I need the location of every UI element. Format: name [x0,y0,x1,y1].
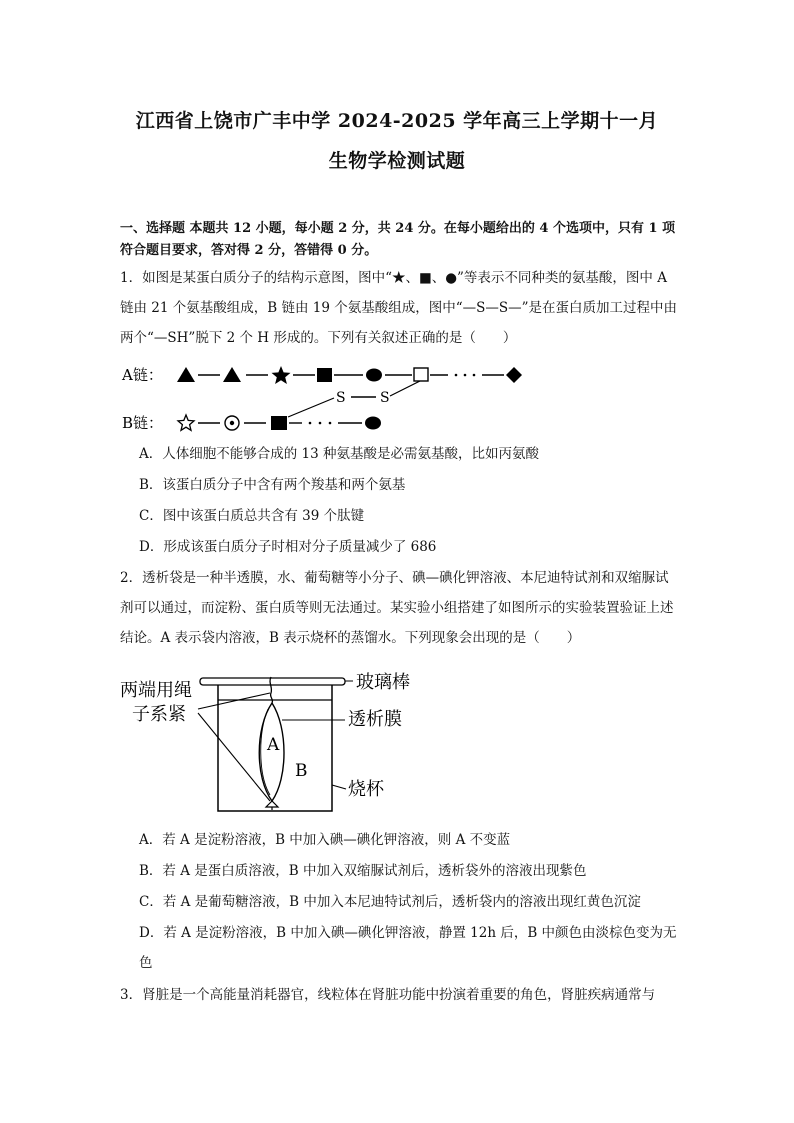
square-icon [317,368,332,382]
sulfur-label-2: S [380,390,390,406]
q2-option-c: C．若 A 是葡萄糖溶液，B 中加入本尼迪特试剂后，透析袋内的溶液出现红黄色沉淀 [139,894,641,910]
glass-rod [200,678,345,685]
exam-title-line1: 江西省上饶市广丰中学 2024-2025 学年高三上学期十一月 [135,110,659,132]
q2-option-a: A．若 A 是淀粉溶液，B 中加入碘—碘化钾溶液，则 A 不变蓝 [139,832,511,848]
q1-option-c: C．图中该蛋白质总共含有 39 个肽键 [139,508,365,524]
protein-structure-diagram [120,360,540,436]
diamond-icon [506,367,522,383]
question-1-stem: 1．如图是某蛋白质分子的结构示意图，图中“★、■、●”等表示不同种类的氨基酸，图中 A 链由 21 个氨基酸组成，B 链由 19 个氨基酸组成，图中“—S—S—”是在蛋白质加工过程中由两个“—SH”脱下 2 个 H 形成的。下列有关叙述正确的是（ ） [120,270,678,346]
hollow-square-icon [414,368,428,381]
beaker-label: 烧杯 [348,779,384,800]
hollow-star-icon [178,415,194,430]
square-icon [271,416,287,430]
dialysis-bag-apparatus [110,663,440,818]
chain-a-label: A链： [122,366,163,384]
water-b-label: B [295,761,308,781]
membrane-label: 透析膜 [348,709,402,730]
q1-option-d: D．形成该蛋白质分子时相对分子质量减少了 686 [139,539,437,555]
solution-a-label: A [267,735,280,755]
exam-title-line2: 生物学检测试题 [328,150,466,172]
circle-icon [365,417,381,430]
triangle-icon [223,367,241,382]
circle-icon [366,369,382,382]
glass-rod-label: 玻璃棒 [356,672,410,693]
q2-option-b: B．若 A 是蛋白质溶液，B 中加入双缩脲试剂后，透析袋外的溶液出现紫色 [139,863,587,879]
star-icon [272,366,291,384]
tie-label-line2: 子系紧 [132,704,186,725]
q2-option-d: D．若 A 是淀粉溶液，B 中加入碘—碘化钾溶液，静置 12h 后，B 中颜色由淡棕色变为无色 [139,925,677,971]
tie-label-line1: 两端用绳 [120,680,192,701]
sulfur-label-1: S [336,390,346,406]
question-3-stem: 3．肾脏是一个高能量消耗器官，线粒体在肾脏功能中扮演着重要的角色，肾脏疾病通常与 [120,987,656,1003]
section-heading: 一、选择题 本题共 12 小题，每小题 2 分，共 24 分。在每小题给出的 4 个选项中，只有 1 项符合题目要求，答对得 2 分，答错得 0 分。 [120,221,676,258]
question-2-stem: 2．透析袋是一种半透膜，水、葡萄糖等小分子、碘—碘化钾溶液、本尼迪特试剂和双缩脲试剂可以通过，而淀粉、蛋白质等则无法通过。某实验小组搭建了如图所示的实验装置验证上述结论。A 表示袋内溶液，B 表示烧杯的蒸馏水。下列现象会出现的是（ ） [120,570,674,646]
triangle-icon [177,367,195,382]
q1-option-a: A．人体细胞不能够合成的 13 种氨基酸是必需氨基酸，比如丙氨酸 [139,446,540,462]
chain-b-label: B链： [122,414,164,432]
q1-option-b: B．该蛋白质分子中含有两个羧基和两个氨基 [139,477,406,493]
